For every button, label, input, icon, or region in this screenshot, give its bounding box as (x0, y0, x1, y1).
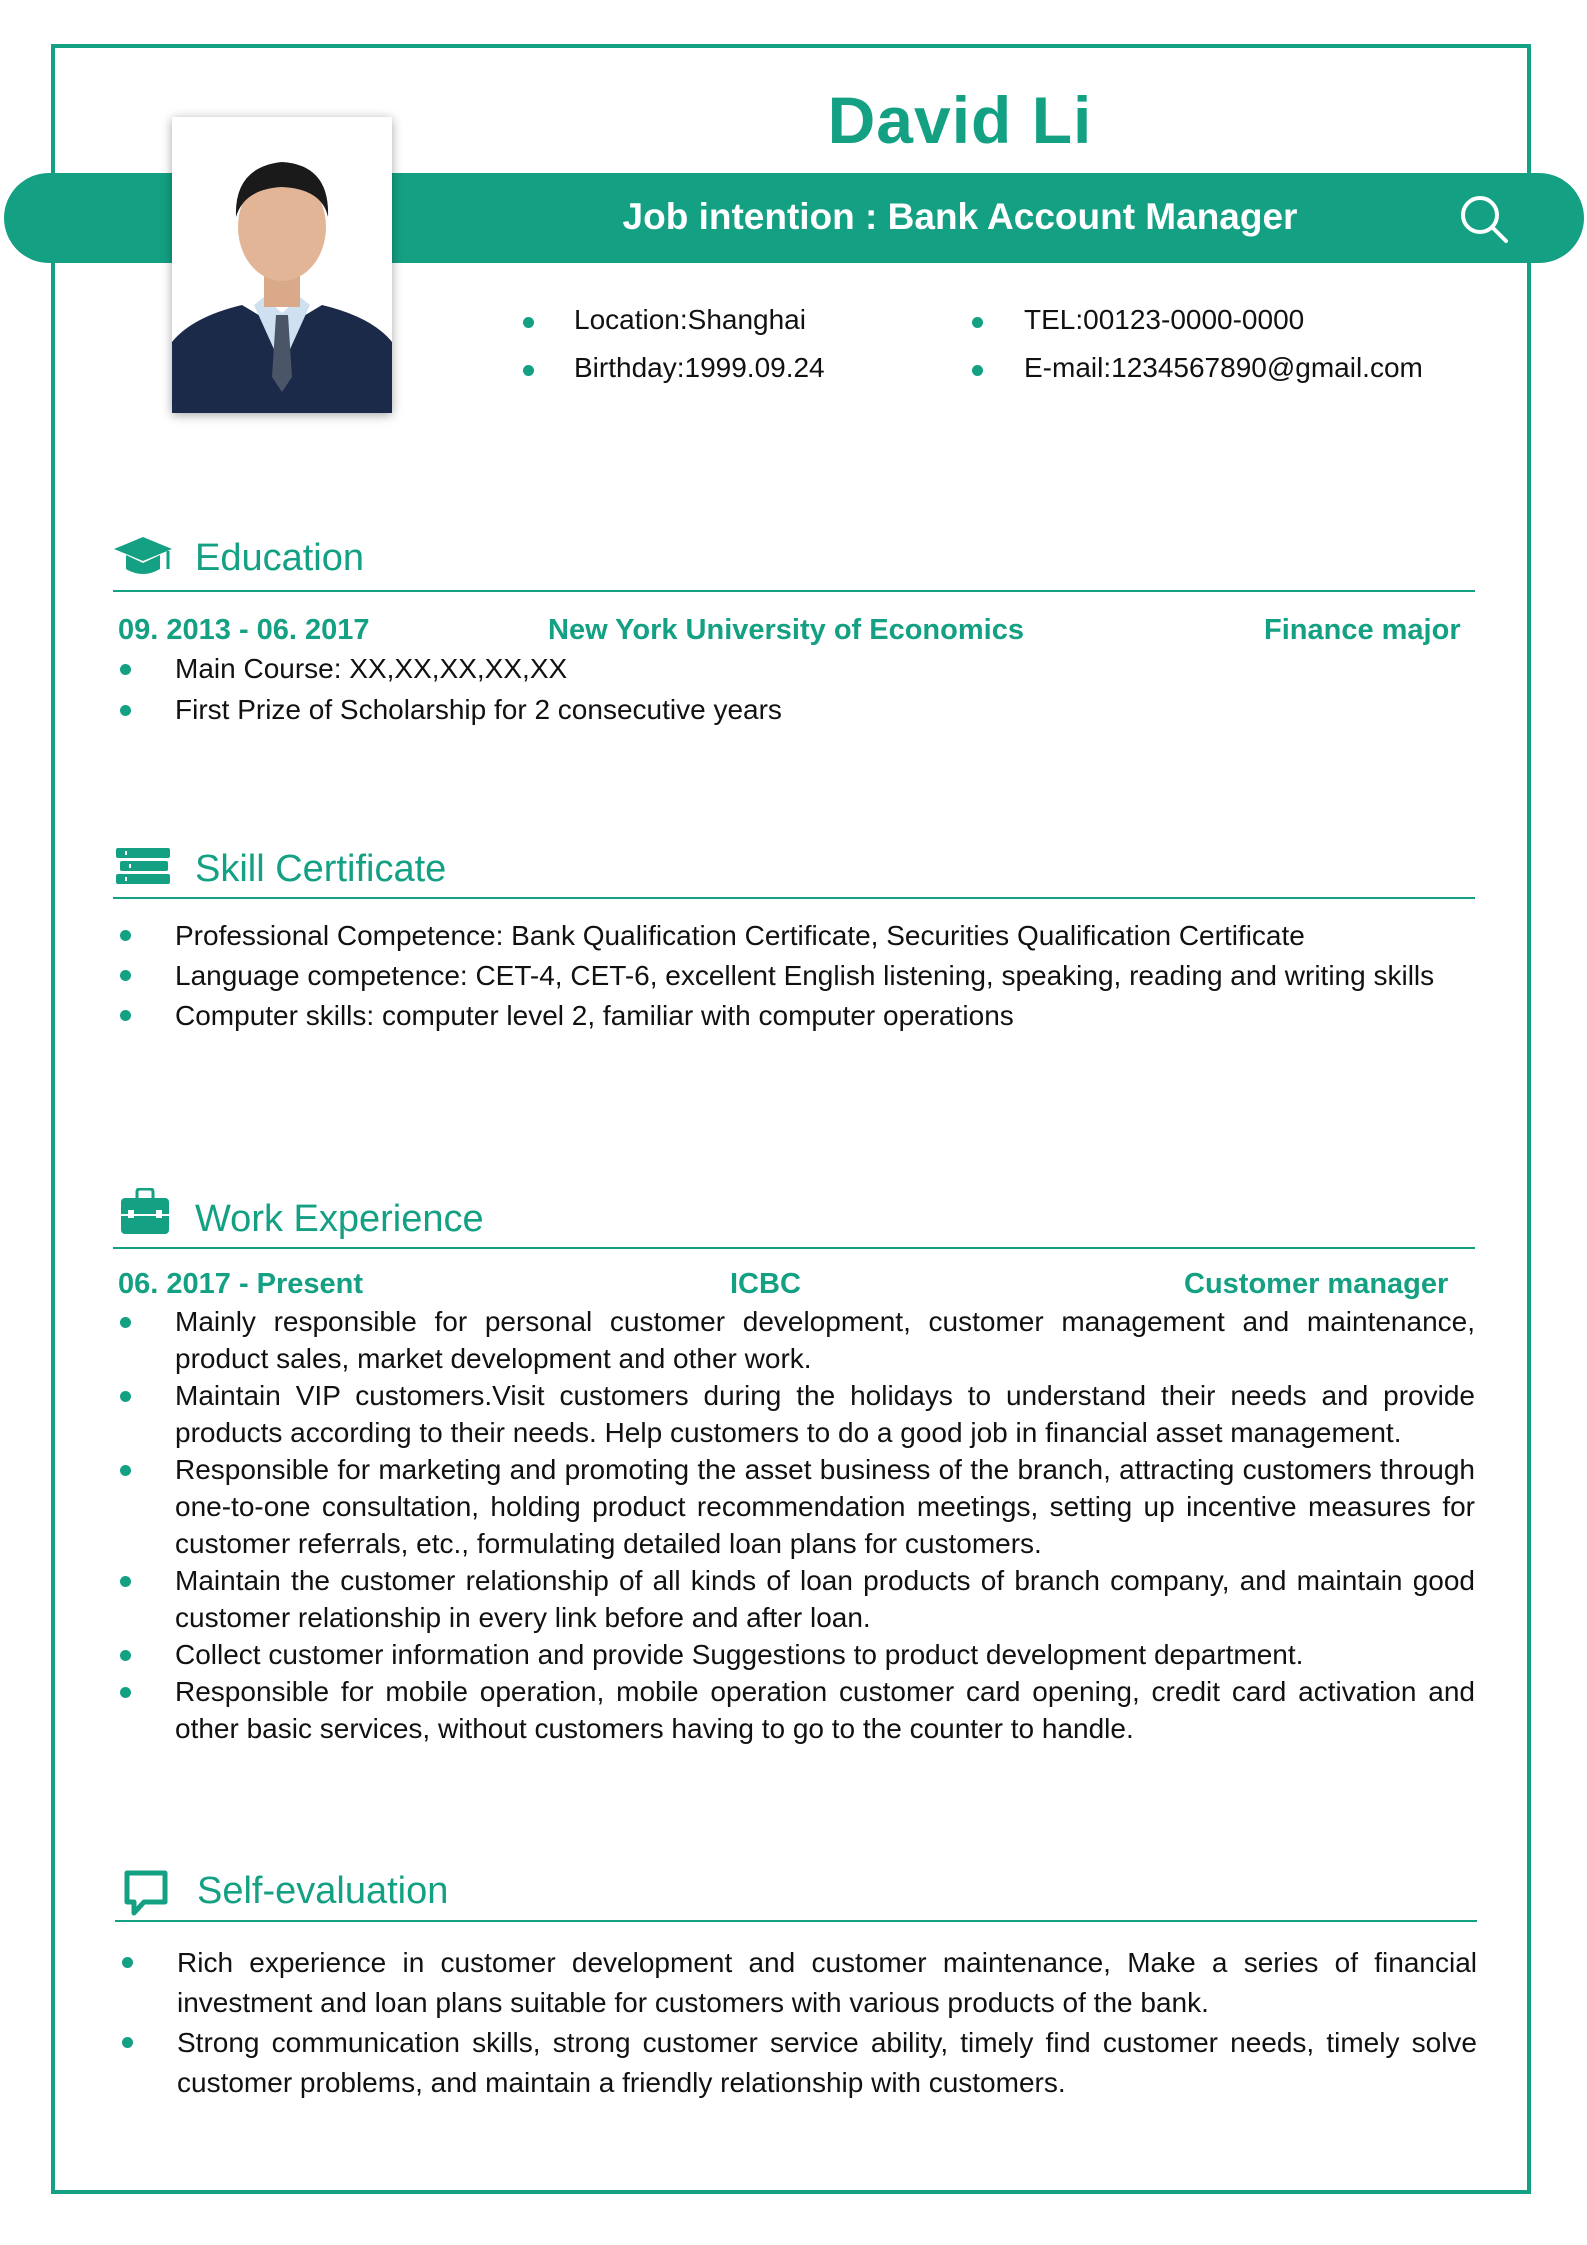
section-divider (115, 1920, 1477, 1922)
section-divider (113, 1247, 1475, 1249)
section-title-self-evaluation: Self-evaluation (197, 1870, 449, 1912)
graduation-cap-icon (112, 535, 174, 579)
self-evaluation-list (122, 1943, 1477, 2103)
search-icon[interactable] (1458, 193, 1510, 245)
list-item: Maintain VIP customers.Visit customers during the holidays to understand their needs and provide products according to their needs. Help customers to do a good job in financial asset management. (120, 1377, 1475, 1451)
telephone: TEL:00123-0000-0000 (1024, 304, 1305, 335)
work-role: Customer manager (1184, 1268, 1449, 1300)
list-item: Responsible for marketing and promoting the asset business of the branch, attracting customers through one-to-one consultation, holding product recommendation meetings, setting up incentive measures for customer referrals, etc., formulating detailed loan plans for customers. (120, 1451, 1475, 1562)
job-intention: Job intention : Bank Account Manager (622, 196, 1298, 237)
bullet (523, 317, 534, 328)
list-item: Collect customer information and provide Suggestions to product development department. (120, 1636, 1475, 1673)
list-item: Strong communication skills, strong customer service ability, timely find customer needs, timely solve customer problems, and maintain a friendly relationship with customers. (122, 2023, 1477, 2103)
birthday: Birthday:1999.09.24 (574, 352, 825, 383)
work-company: ICBC (730, 1268, 801, 1300)
candidate-name: David Li (827, 83, 1093, 157)
list-item: First Prize of Scholarship for 2 consecutive years (120, 691, 1475, 729)
education-list (120, 650, 1475, 732)
section-divider (113, 590, 1475, 592)
list-item: Computer skills: computer level 2, familiar with computer operations (120, 996, 1475, 1036)
bullet (972, 317, 983, 328)
section-title-work: Work Experience (195, 1198, 484, 1240)
list-item: Maintain the customer relationship of all kinds of loan products of branch company, and maintain good customer relationship in every link before and after loan. (120, 1562, 1475, 1636)
list-item: Professional Competence: Bank Qualification Certificate, Securities Qualification Certificate (120, 916, 1475, 956)
bullet (972, 365, 983, 376)
speech-bubble-icon (124, 1870, 168, 1916)
education-school: New York University of Economics (548, 614, 1024, 646)
section-divider (113, 897, 1475, 899)
section-title-skills: Skill Certificate (195, 848, 447, 890)
portrait-image (172, 117, 392, 413)
list-item: Language competence: CET-4, CET-6, excellent English listening, speaking, reading and writing skills (120, 956, 1475, 996)
profile-photo (172, 117, 392, 413)
location: Location:Shanghai (574, 304, 806, 335)
work-list (120, 1303, 1475, 1747)
list-item: Rich experience in customer development and customer maintenance, Make a series of financial investment and loan plans suitable for customers with various products of the bank. (122, 1943, 1477, 2023)
section-title-education: Education (195, 537, 365, 579)
list-item: Main Course: XX,XX,XX,XX,XX (120, 650, 1475, 688)
education-period: 09. 2013 - 06. 2017 (118, 614, 370, 646)
list-item: Mainly responsible for personal customer development, customer management and maintenance, product sales, market development and other work. (120, 1303, 1475, 1377)
bullet (523, 365, 534, 376)
books-icon (114, 846, 172, 886)
briefcase-icon (120, 1188, 170, 1236)
work-period: 06. 2017 - Present (118, 1268, 364, 1300)
email[interactable]: E-mail:1234567890@gmail.com (1024, 352, 1423, 383)
list-item: Responsible for mobile operation, mobile operation customer card opening, credit card activation and other basic services, without customers having to go to the counter to handle. (120, 1673, 1475, 1747)
education-major: Finance major (1264, 614, 1461, 646)
skills-list (120, 916, 1475, 1036)
